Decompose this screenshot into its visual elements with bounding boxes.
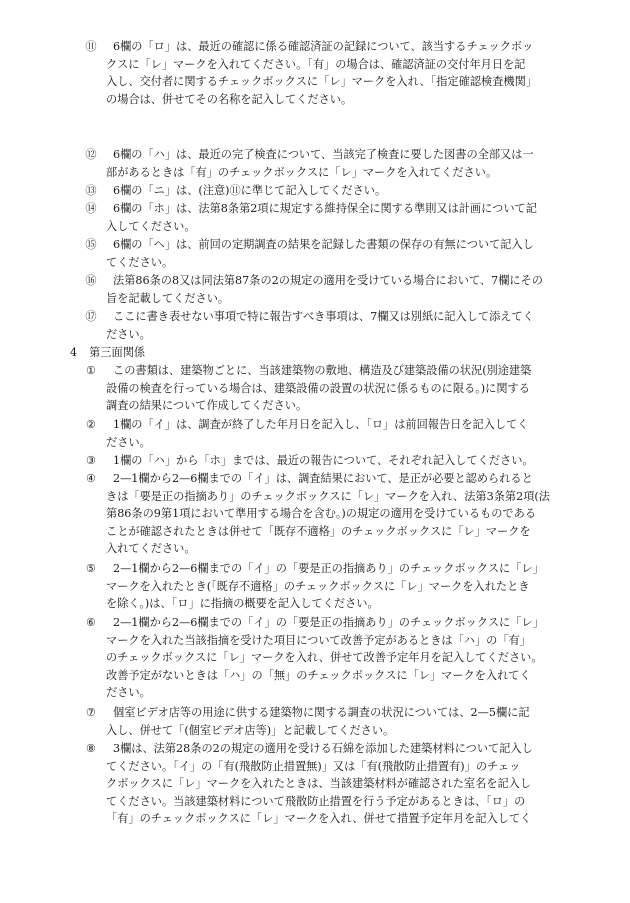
list-item (0, 200, 630, 236)
item-number: ② (85, 418, 97, 431)
item-number: ③ (85, 454, 97, 467)
item-text: 6欄の「ハ」は、最近の完了検査について、当該完了検査に要した図書の全部又は一 部があるときは「有」のチェックボックスに「レ」マークを入れてください。 (106, 148, 534, 179)
item-number: ⑫ (85, 148, 97, 161)
list-item (0, 470, 630, 560)
list-item (0, 614, 630, 704)
list-item (0, 362, 630, 416)
item-text: 6欄の「ホ」は、法第8条第2項に規定する維持保全に関する準則又は計画について記 入してください。 (106, 202, 537, 233)
list-item (0, 416, 630, 452)
item-text: 1欄の「ハ」から「ホ」までは、最近の報告について、それぞれ記入してください。 (113, 454, 534, 467)
item-text: 6欄の「ヘ」は、前回の定期調査の結果を記録した書類の保存の有無について記入し てください。 (106, 238, 534, 269)
item-text: 6欄の「ロ」は、最近の確認に係る確認済証の記録について、該当するチェックボッ クスに「レ」マークを入れてください。「有」の場合は、確認済証の交付年月日を記 入し、交付者に関するチェックボックスに「レ」マークを入れ、「指定確認検査機関」 の場合は、併せてその名称を記入してください。 (106, 40, 537, 106)
list-item (0, 236, 630, 272)
item-number: ⑯ (85, 274, 97, 287)
list-item (0, 740, 630, 830)
item-number: ⑦ (85, 706, 97, 719)
section-heading (70, 344, 370, 362)
item-number: ⑤ (85, 562, 97, 575)
item-text: 2—1欄から2—6欄までの「イ」の「要是正の指摘あり」のチェックボックスに「レ」 マークを入れた当該指摘を受けた項目について改善予定があるときは「ハ」の「有」 のチェックボックスに「レ」マークを入れ、併せて改善予定年月を記入してください。 改善予定がないときは「ハ」の「無」のチェックボックスに「レ」マークを入れてく ださい。 (106, 616, 544, 700)
item-number: ⑭ (85, 202, 97, 215)
list-item (0, 38, 630, 110)
item-text: この書類は、建築物ごとに、当該建築物の敷地、構造及び建築設備の状況(別途建築 設備の検査を行っている場合は、建築設備の設置の状況に係るものに限る。)に関する 調査の結果について作成してください。 (106, 364, 532, 413)
list-item (0, 182, 630, 200)
list-item (0, 308, 630, 344)
item-number: ④ (85, 472, 97, 485)
item-number: ⑰ (85, 310, 97, 323)
item-text: 3欄は、法第28条の2の規定の適用を受ける石綿を添加した建築材料について記入し てください。「イ」の「有(飛散防止措置無)」又は「有(飛散防止措置有)」のチェッ クボックスに「レ」マークを入れたときは、当該建築材料が確認された室名を記入し てください。当該建築材料について飛散防止措置を行う予定があるときは、「ロ」の 「有」のチェックボックスに「レ」マークを入れ、併せて措置予定年月を記入してく (106, 742, 533, 826)
list-item (0, 560, 630, 614)
item-number: ⑪ (85, 40, 97, 53)
item-text: 個室ビデオ店等の用途に供する建築物に関する調査の状況については、2—5欄に記 入し、併せて「(個室ビデオ店等)」と記載してください。 (106, 706, 530, 737)
item-number: ⑮ (85, 238, 97, 251)
item-text: 法第86条の8又は同法第87条の2の規定の適用を受けている場合において、7欄にその 旨を記載してください。 (106, 274, 543, 305)
item-text: 2—1欄から2—6欄までの「イ」の「要是正の指摘あり」のチェックボックスに「レ」 マークを入れたとき(「既存不適格」のチェックボックスに「レ」マークを入れたとき を除く。)は、「ロ」に指摘の概要を記入してください。 (106, 562, 544, 611)
item-text: ここに書き表せない事項で特に報告すべき事項は、7欄又は別紙に記入して添えてく ださい。 (106, 310, 534, 341)
item-text: 2—1欄から2—6欄までの「イ」は、調査結果において、是正が必要と認められると きは「要是正の指摘あり」のチェックボックスに「レ」マークを入れ、法第3条第2項(法 第86条の9第1項において準用する場合を含む。)の規定の適用を受けているものである ことが確認されたときは併せて「既存不適格」のチェックボックスに「レ」マークを 入れてください。 (106, 472, 550, 556)
item-number: ① (85, 364, 97, 377)
item-text: 6欄の「ニ」は、(注意)⑪に準じて記入してください。 (113, 184, 387, 197)
item-number: ⑧ (85, 742, 97, 755)
item-text: 1欄の「イ」は、調査が終了した年月日を記入し、「ロ」は前回報告日を記入してく ださい。 (106, 418, 529, 449)
list-item (0, 452, 630, 470)
list-item (0, 704, 630, 740)
item-number: ⑬ (85, 184, 97, 197)
item-number: ⑥ (85, 616, 97, 629)
list-item (0, 146, 630, 182)
list-item (0, 272, 630, 308)
section-title: 第三面関係 (89, 346, 146, 359)
section-number: 4 (70, 346, 78, 359)
